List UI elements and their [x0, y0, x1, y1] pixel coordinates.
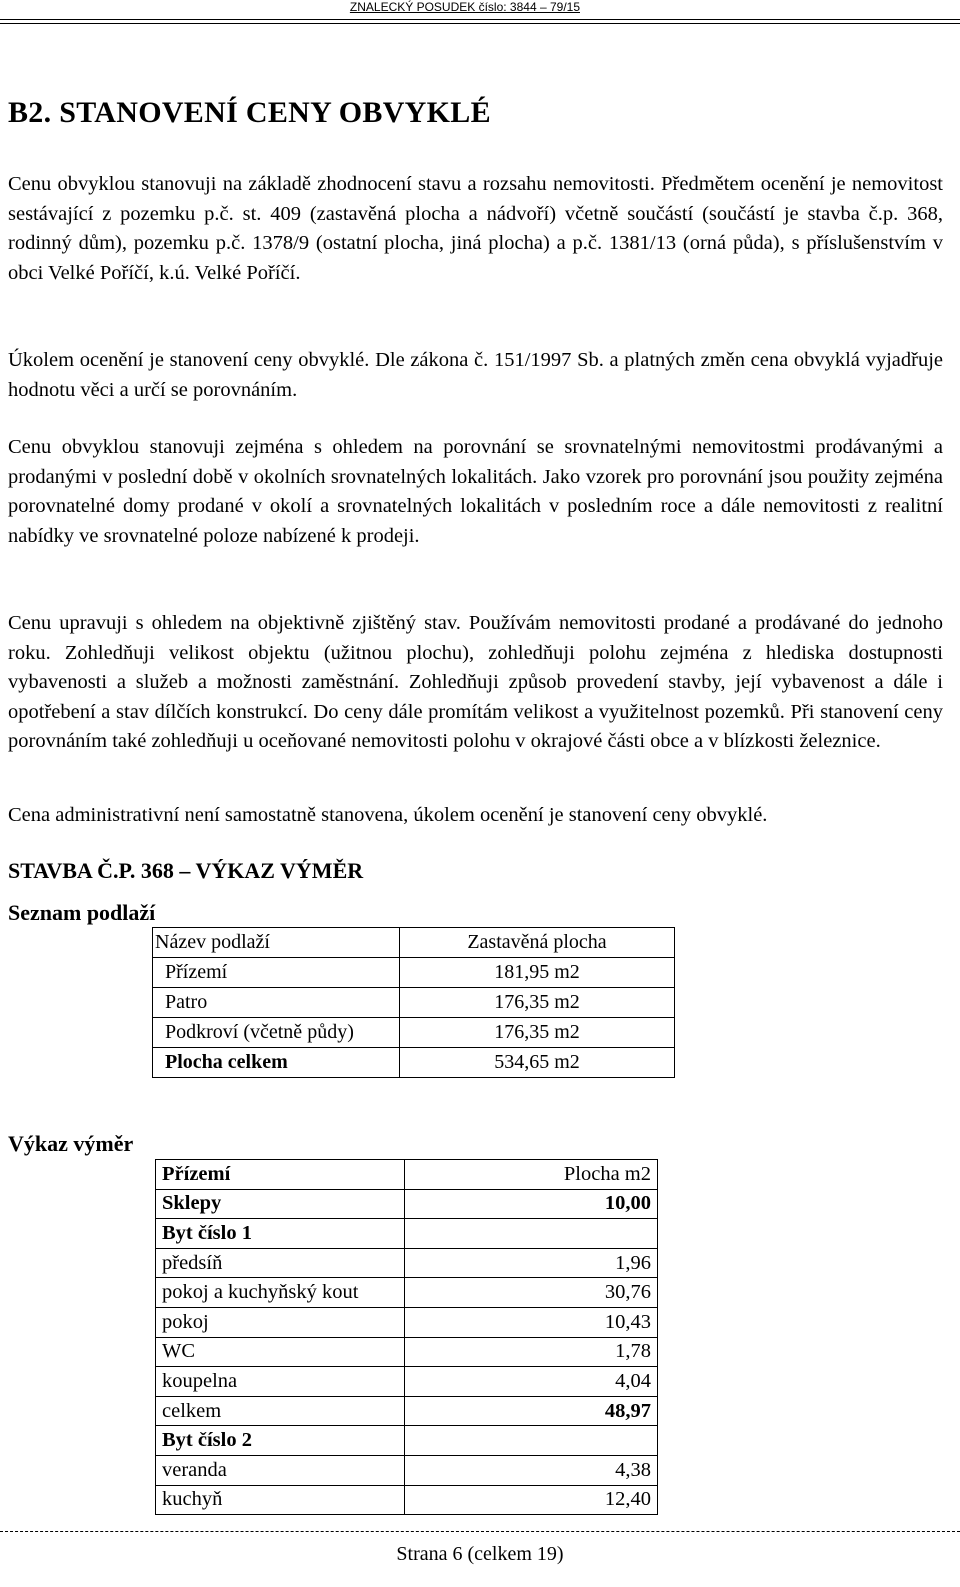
- room-area: [405, 1219, 658, 1249]
- room-area: 30,76: [405, 1278, 658, 1308]
- measurement-header-value: Plocha m2: [405, 1160, 658, 1190]
- room-area: 10,43: [405, 1307, 658, 1337]
- floor-area: 176,35 m2: [400, 988, 675, 1018]
- room-name: pokoj: [156, 1307, 405, 1337]
- measurement-row: [156, 1278, 658, 1308]
- measurement-header-name: Přízemí: [156, 1160, 405, 1190]
- floor-name: Podkroví (včetně půdy): [153, 1018, 400, 1048]
- room-name: předsíň: [156, 1248, 405, 1278]
- room-area: 1,78: [405, 1337, 658, 1367]
- header-rule-second: [0, 23, 960, 24]
- floor-name: Přízemí: [153, 958, 400, 988]
- room-name: celkem: [156, 1396, 405, 1426]
- room-area: 4,04: [405, 1367, 658, 1397]
- floor-list-table: [152, 927, 675, 1078]
- room-area: 10,00: [405, 1189, 658, 1219]
- room-name: pokoj a kuchyňský kout: [156, 1278, 405, 1308]
- room-area: 48,97: [405, 1396, 658, 1426]
- floor-row: [153, 1018, 675, 1048]
- floor-header-value: Zastavěná plocha: [400, 928, 675, 958]
- paragraph-adjustment: Cenu upravuji s ohledem na objektivně zjištěný stav. Používám nemovitosti prodané a prodávané do jednoho roku. Zohledňuji velikost objektu (užitnou plochu), zohledňuji polohu zejména z hlediska dostupnosti vybavenosti a služeb a možnosti zaměstnání. Zohledňuji způsob provedení stavby, její vybavenost a dále i opotřebení a stav dílčích konstrukcí. Do ceny dále promítám velikost a využitelnost pozemků. Při stanovení ceny porovnáním také zohledňuji u oceňované nemovitosti polohu v okrajové části obce a v blízkosti železnice.: [8, 612, 943, 753]
- floor-total-area: 534,65 m2: [400, 1048, 675, 1078]
- section-title: B2. STANOVENÍ CENY OBVYKLÉ: [8, 96, 491, 129]
- room-name: veranda: [156, 1455, 405, 1485]
- floor-header-name: Název podlaží: [153, 928, 400, 958]
- measurement-row: [156, 1307, 658, 1337]
- room-name: Sklepy: [156, 1189, 405, 1219]
- room-name: kuchyň: [156, 1485, 405, 1515]
- measurement-table-header: [156, 1160, 658, 1190]
- measurement-table: [155, 1159, 658, 1515]
- room-name: Byt číslo 2: [156, 1426, 405, 1456]
- measurement-row: [156, 1396, 658, 1426]
- room-name: Byt číslo 1: [156, 1219, 405, 1249]
- room-name: WC: [156, 1337, 405, 1367]
- floor-area: 176,35 m2: [400, 1018, 675, 1048]
- report-header: ZNALECKÝ POSUDEK číslo: 3844 – 79/15: [349, 0, 580, 14]
- paragraph-task: Úkolem ocenění je stanovení ceny obvyklé. Dle zákona č. 151/1997 Sb. a platných změn cena obvyklá vyjadřuje hodnotu věci a určí se porovnáním.: [8, 349, 943, 401]
- floor-area: 181,95 m2: [400, 958, 675, 988]
- room-area: 1,96: [405, 1248, 658, 1278]
- floor-total-row: [153, 1048, 675, 1078]
- room-area: [405, 1426, 658, 1456]
- floor-total-name: Plocha celkem: [153, 1048, 400, 1078]
- room-area: 4,38: [405, 1455, 658, 1485]
- room-area: 12,40: [405, 1485, 658, 1515]
- paragraph-subject: Cenu obvyklou stanovuji na základě zhodnocení stavu a rozsahu nemovitosti. Předmětem ocenění je nemovitost sestávající z pozemku p.č. st. 409 (zastavěná plocha a nádvoří) včetně součástí (součástí je stavba č.p. 368, rodinný dům), pozemku p.č. 1378/9 (ostatní plocha, jiná plocha) a p.č. 1381/13 (orná půda), s příslušenstvím v obci Velké Poříčí, k.ú. Velké Poříčí.: [8, 173, 943, 284]
- measurement-row: [156, 1485, 658, 1515]
- paragraph-administrative: Cena administrativní není samostatně stanovena, úkolem ocenění je stanovení ceny obvyklé.: [8, 804, 768, 826]
- floor-list-heading: Seznam podlaží: [8, 900, 156, 925]
- measurement-row: [156, 1367, 658, 1397]
- footer-rule: [0, 1531, 960, 1532]
- stavba-heading: STAVBA Č.P. 368 – VÝKAZ VÝMĚR: [8, 858, 364, 883]
- measurement-row: [156, 1219, 658, 1249]
- measurement-row: [156, 1189, 658, 1219]
- room-name: koupelna: [156, 1367, 405, 1397]
- measurement-row: [156, 1455, 658, 1485]
- floor-row: [153, 988, 675, 1018]
- page-footer: Strana 6 (celkem 19): [396, 1543, 564, 1565]
- floor-row: [153, 958, 675, 988]
- measurement-row: [156, 1337, 658, 1367]
- paragraph-comparison: Cenu obvyklou stanovuji zejména s ohledem na porovnání se srovnatelnými nemovitostmi prodávanými a prodanými v poslední době v okolních srovnatelných lokalitách. Jako vzorek pro porovnání jsou použity zejména porovnatelné domy prodané v okolí a srovnatelných lokalitách v posledním roce a dále nemovitosti z realitní nabídky ve srovnatelné poloze nabízené k prodeji.: [8, 436, 943, 547]
- measurement-row: [156, 1248, 658, 1278]
- measurement-heading: Výkaz výměr: [8, 1131, 134, 1156]
- floor-table-header: [153, 928, 675, 958]
- header-rule: [0, 19, 960, 20]
- measurement-row: [156, 1426, 658, 1456]
- floor-name: Patro: [153, 988, 400, 1018]
